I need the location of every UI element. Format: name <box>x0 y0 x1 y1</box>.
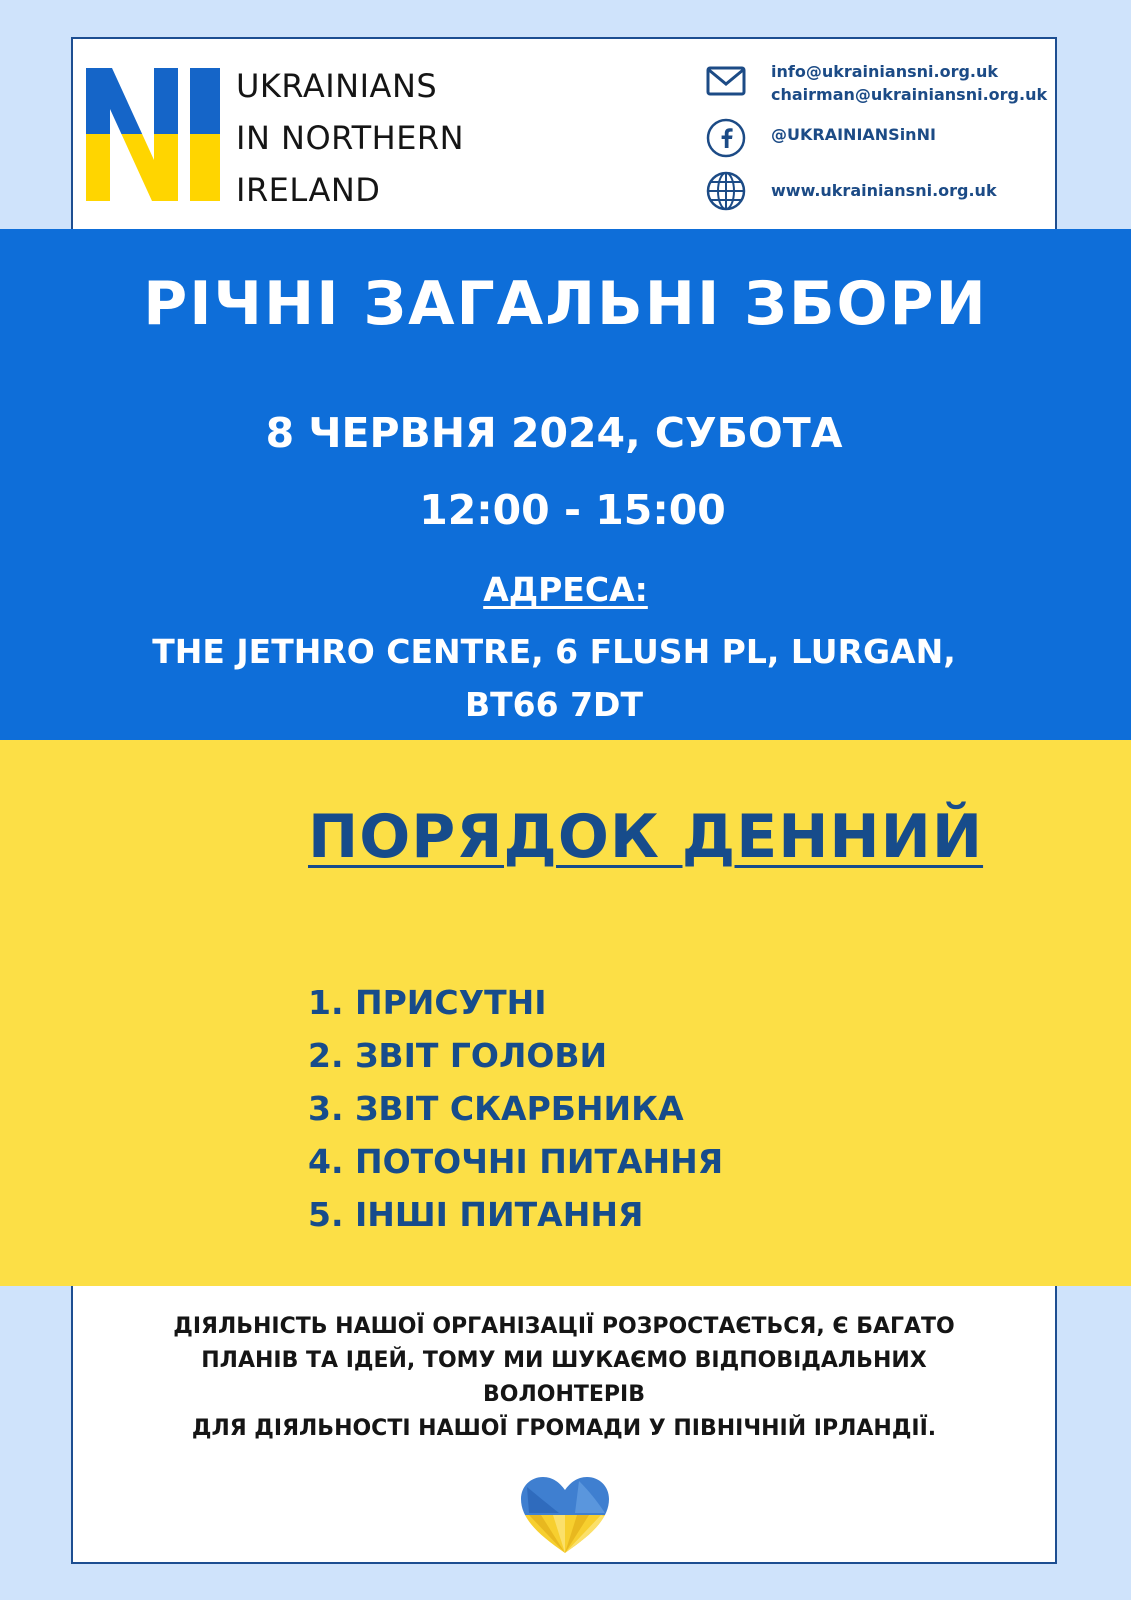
appeal-line-1: ДІЯЛЬНІСТЬ НАШОЇ ОРГАНІЗАЦІЇ РОЗРОСТАЄТЬСЯ, Є БАГАТО <box>173 1314 955 1339</box>
facebook-contact <box>705 117 936 159</box>
agenda-item: 4. ПОТОЧНІ ПИТАННЯ <box>308 1142 724 1181</box>
agenda-item: 2. ЗВІТ ГОЛОВИ <box>308 1036 608 1075</box>
appeal-line-3: ВОЛОНТЕРІВ <box>483 1382 645 1407</box>
event-date: 8 ЧЕРВНЯ 2024, СУБОТА <box>265 409 843 457</box>
email-contact <box>705 60 1047 106</box>
agenda-item: 3. ЗВІТ СКАРБНИКА <box>308 1089 684 1128</box>
event-time: 12:00 - 15:00 <box>419 486 726 534</box>
facebook-link[interactable]: @UKRAINIANSinNI <box>771 125 936 144</box>
globe-icon <box>705 170 747 212</box>
website-link[interactable]: www.ukrainiansni.org.uk <box>771 181 997 200</box>
agenda-item: 5. ІНШІ ПИТАННЯ <box>308 1195 644 1234</box>
mail-icon <box>705 60 747 102</box>
org-name <box>236 60 464 216</box>
event-info-band <box>0 229 1131 740</box>
facebook-icon <box>705 117 747 159</box>
logo-ni <box>86 68 226 201</box>
appeal-line-4: ДЛЯ ДІЯЛЬНОСТІ НАШОЇ ГРОМАДИ У ПІВНІЧНІЙ ІРЛАНДІЇ. <box>191 1416 937 1441</box>
agenda-list <box>308 976 723 1241</box>
agenda-item: 1. ПРИСУТНІ <box>308 983 547 1022</box>
address-label: АДРЕСА: <box>483 570 648 609</box>
org-name-line-1: UKRAINIANS <box>236 67 438 105</box>
org-name-line-3: IRELAND <box>236 171 381 209</box>
agenda-title: ПОРЯДОК ДЕННИЙ <box>308 802 984 872</box>
event-title: РІЧНІ ЗАГАЛЬНІ ЗБОРИ <box>143 269 988 339</box>
address-line-1: THE JETHRO CENTRE, 6 FLUSH PL, LURGAN, <box>152 632 956 671</box>
address-line-2: BT66 7DT <box>465 685 643 724</box>
heart-icon <box>519 1475 611 1555</box>
org-name-line-2: IN NORTHERN <box>236 119 465 157</box>
appeal-line-2: ПЛАНІВ ТА ІДЕЙ, ТОМУ МИ ШУКАЄМО ВІДПОВІДАЛЬНИХ <box>201 1348 927 1373</box>
agenda-band <box>0 740 1131 1286</box>
email-link-chairman[interactable]: chairman@ukrainiansni.org.uk <box>771 85 1048 104</box>
volunteer-appeal <box>71 1310 1057 1446</box>
website-contact <box>705 170 997 212</box>
email-link-info[interactable]: info@ukrainiansni.org.uk <box>771 62 999 81</box>
